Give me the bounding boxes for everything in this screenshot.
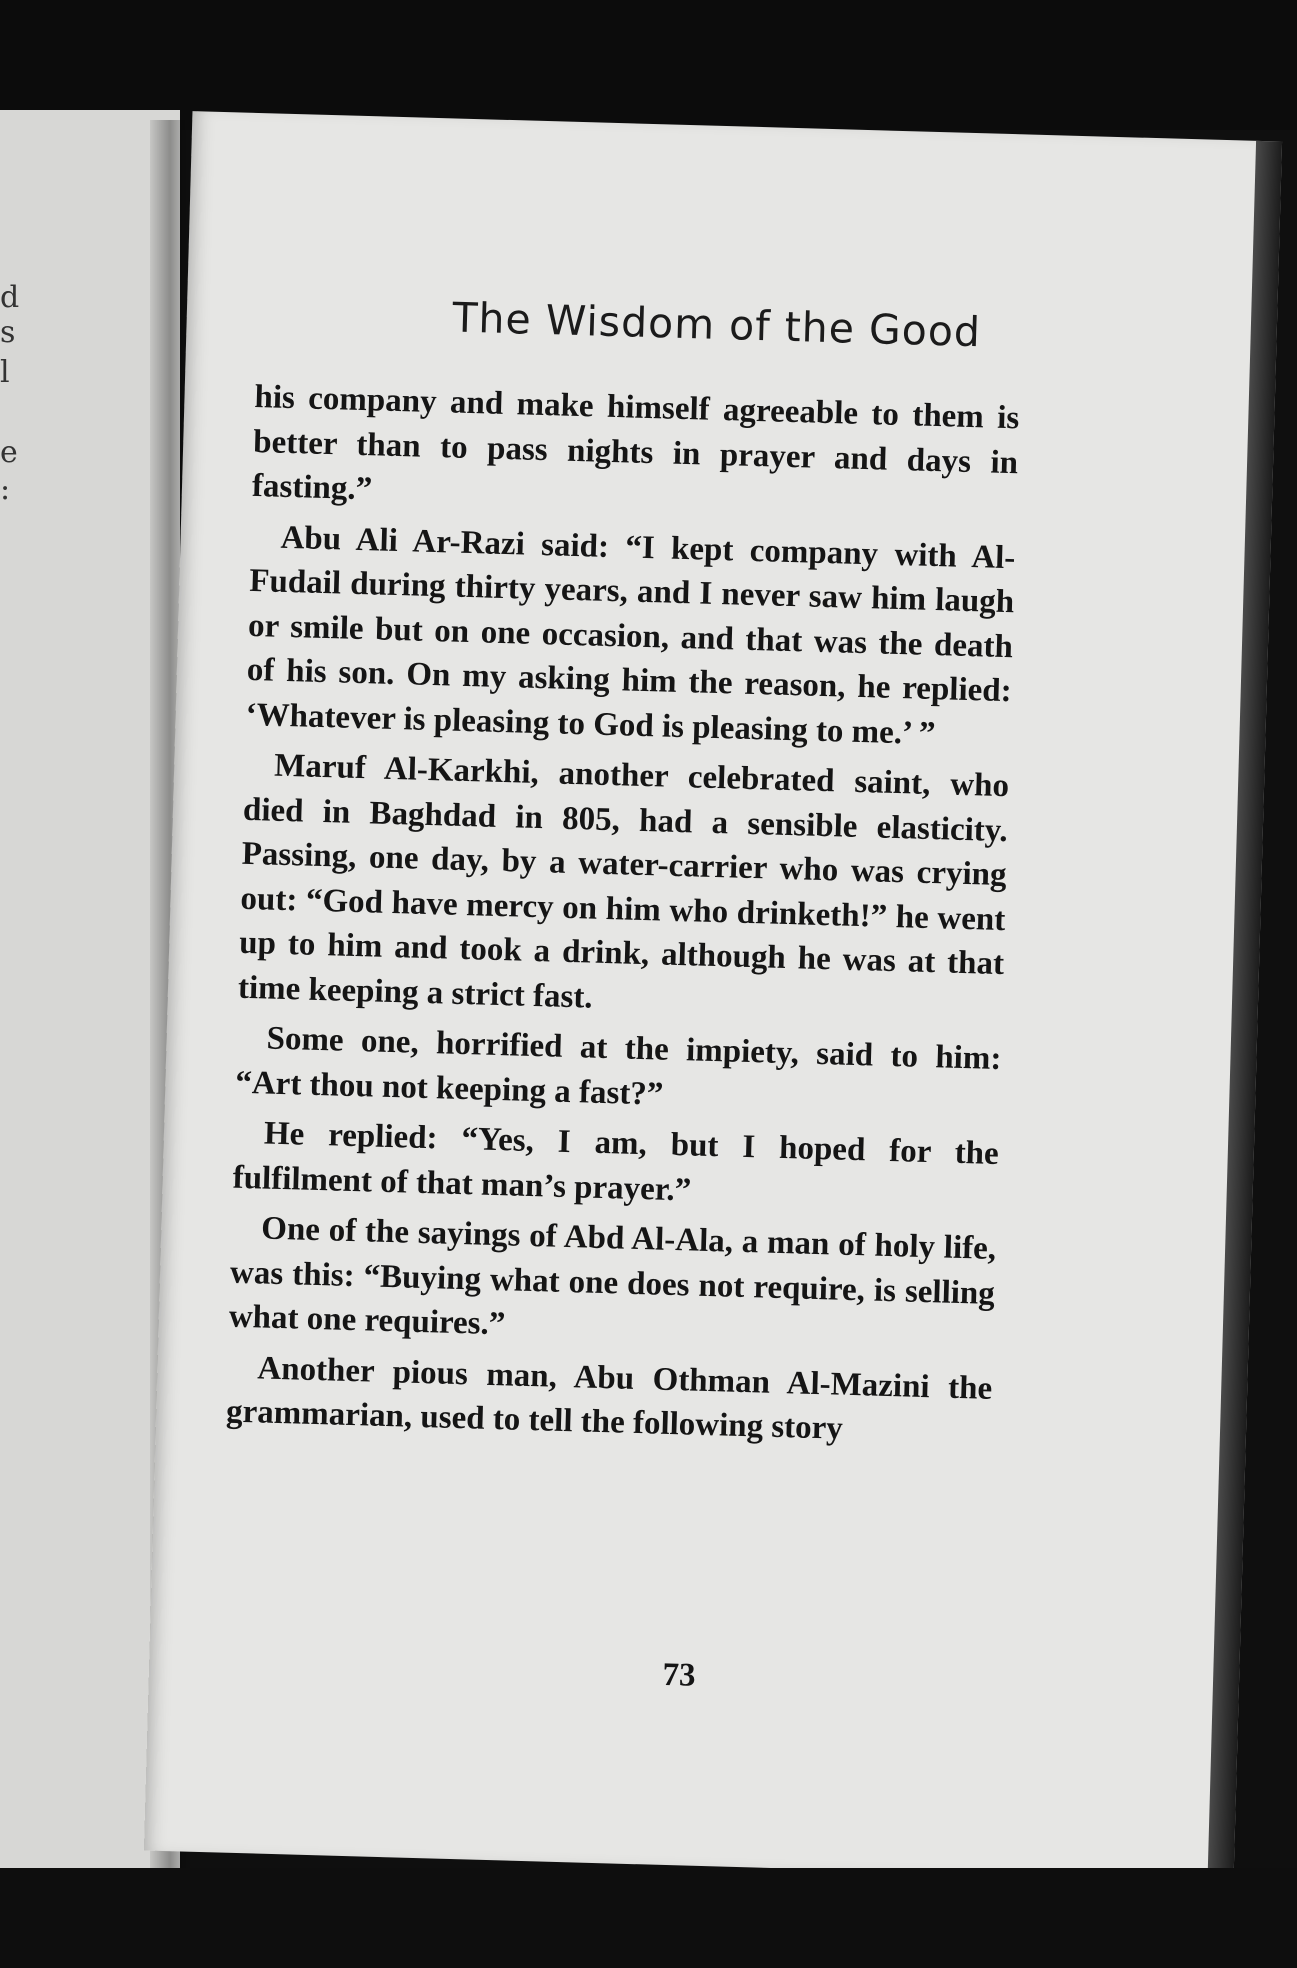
left-page-margin-letter: : <box>0 472 11 507</box>
book-page <box>144 111 1282 1881</box>
paragraph: Abu Ali Ar-Razi said: “I kept company with Al-Fudail during thirty years, and I never saw him laugh or smile but on one occasion, and that was the death of his son. On my asking him the reason, he replied: ‘Whatever is pleasing to God is pleasing to me.’ ” <box>245 519 1016 752</box>
page-number: 73 <box>662 1656 697 1694</box>
page-right-edge <box>1208 141 1283 1881</box>
paragraph: One of the sayings of Abd Al-Ala, a man of holy life, was this: “Buying what one does not require, is selling what one requires.” <box>228 1210 997 1343</box>
paragraph: Another pious man, Abu Othman Al-Mazini the grammarian, used to tell the following story <box>225 1349 993 1447</box>
left-page-margin-letter: l <box>0 355 10 390</box>
left-page-margin-letter: d <box>0 280 20 315</box>
left-page-margin-letter: e <box>0 435 18 470</box>
paragraph: Maruf Al-Karkhi, another celebrated saint, who died in Baghdad in 805, had a sensible elasticity. Passing, one day, by a water-carrier who was crying out: “God have mercy on him who drinketh!” he went up to him and took a drink, although he was at that time keeping a strict fast. <box>237 747 1010 1016</box>
left-page-margin-letter: s <box>0 315 16 350</box>
body-text <box>226 375 1020 1455</box>
scan-background-bottom <box>0 1868 1297 1968</box>
paragraph: his company and make himself agreeable to them is better than to pass nights in prayer and days in fasting.” <box>251 378 1020 508</box>
paragraph: He replied: “Yes, I am, but I hoped for the fulfilment of that man’s prayer.” <box>232 1115 1000 1208</box>
paragraph: Some one, horrified at the impiety, said to him: “Art thou not keeping a fast?” <box>234 1020 1002 1113</box>
running-head: The Wisdom of the Good <box>451 293 982 357</box>
